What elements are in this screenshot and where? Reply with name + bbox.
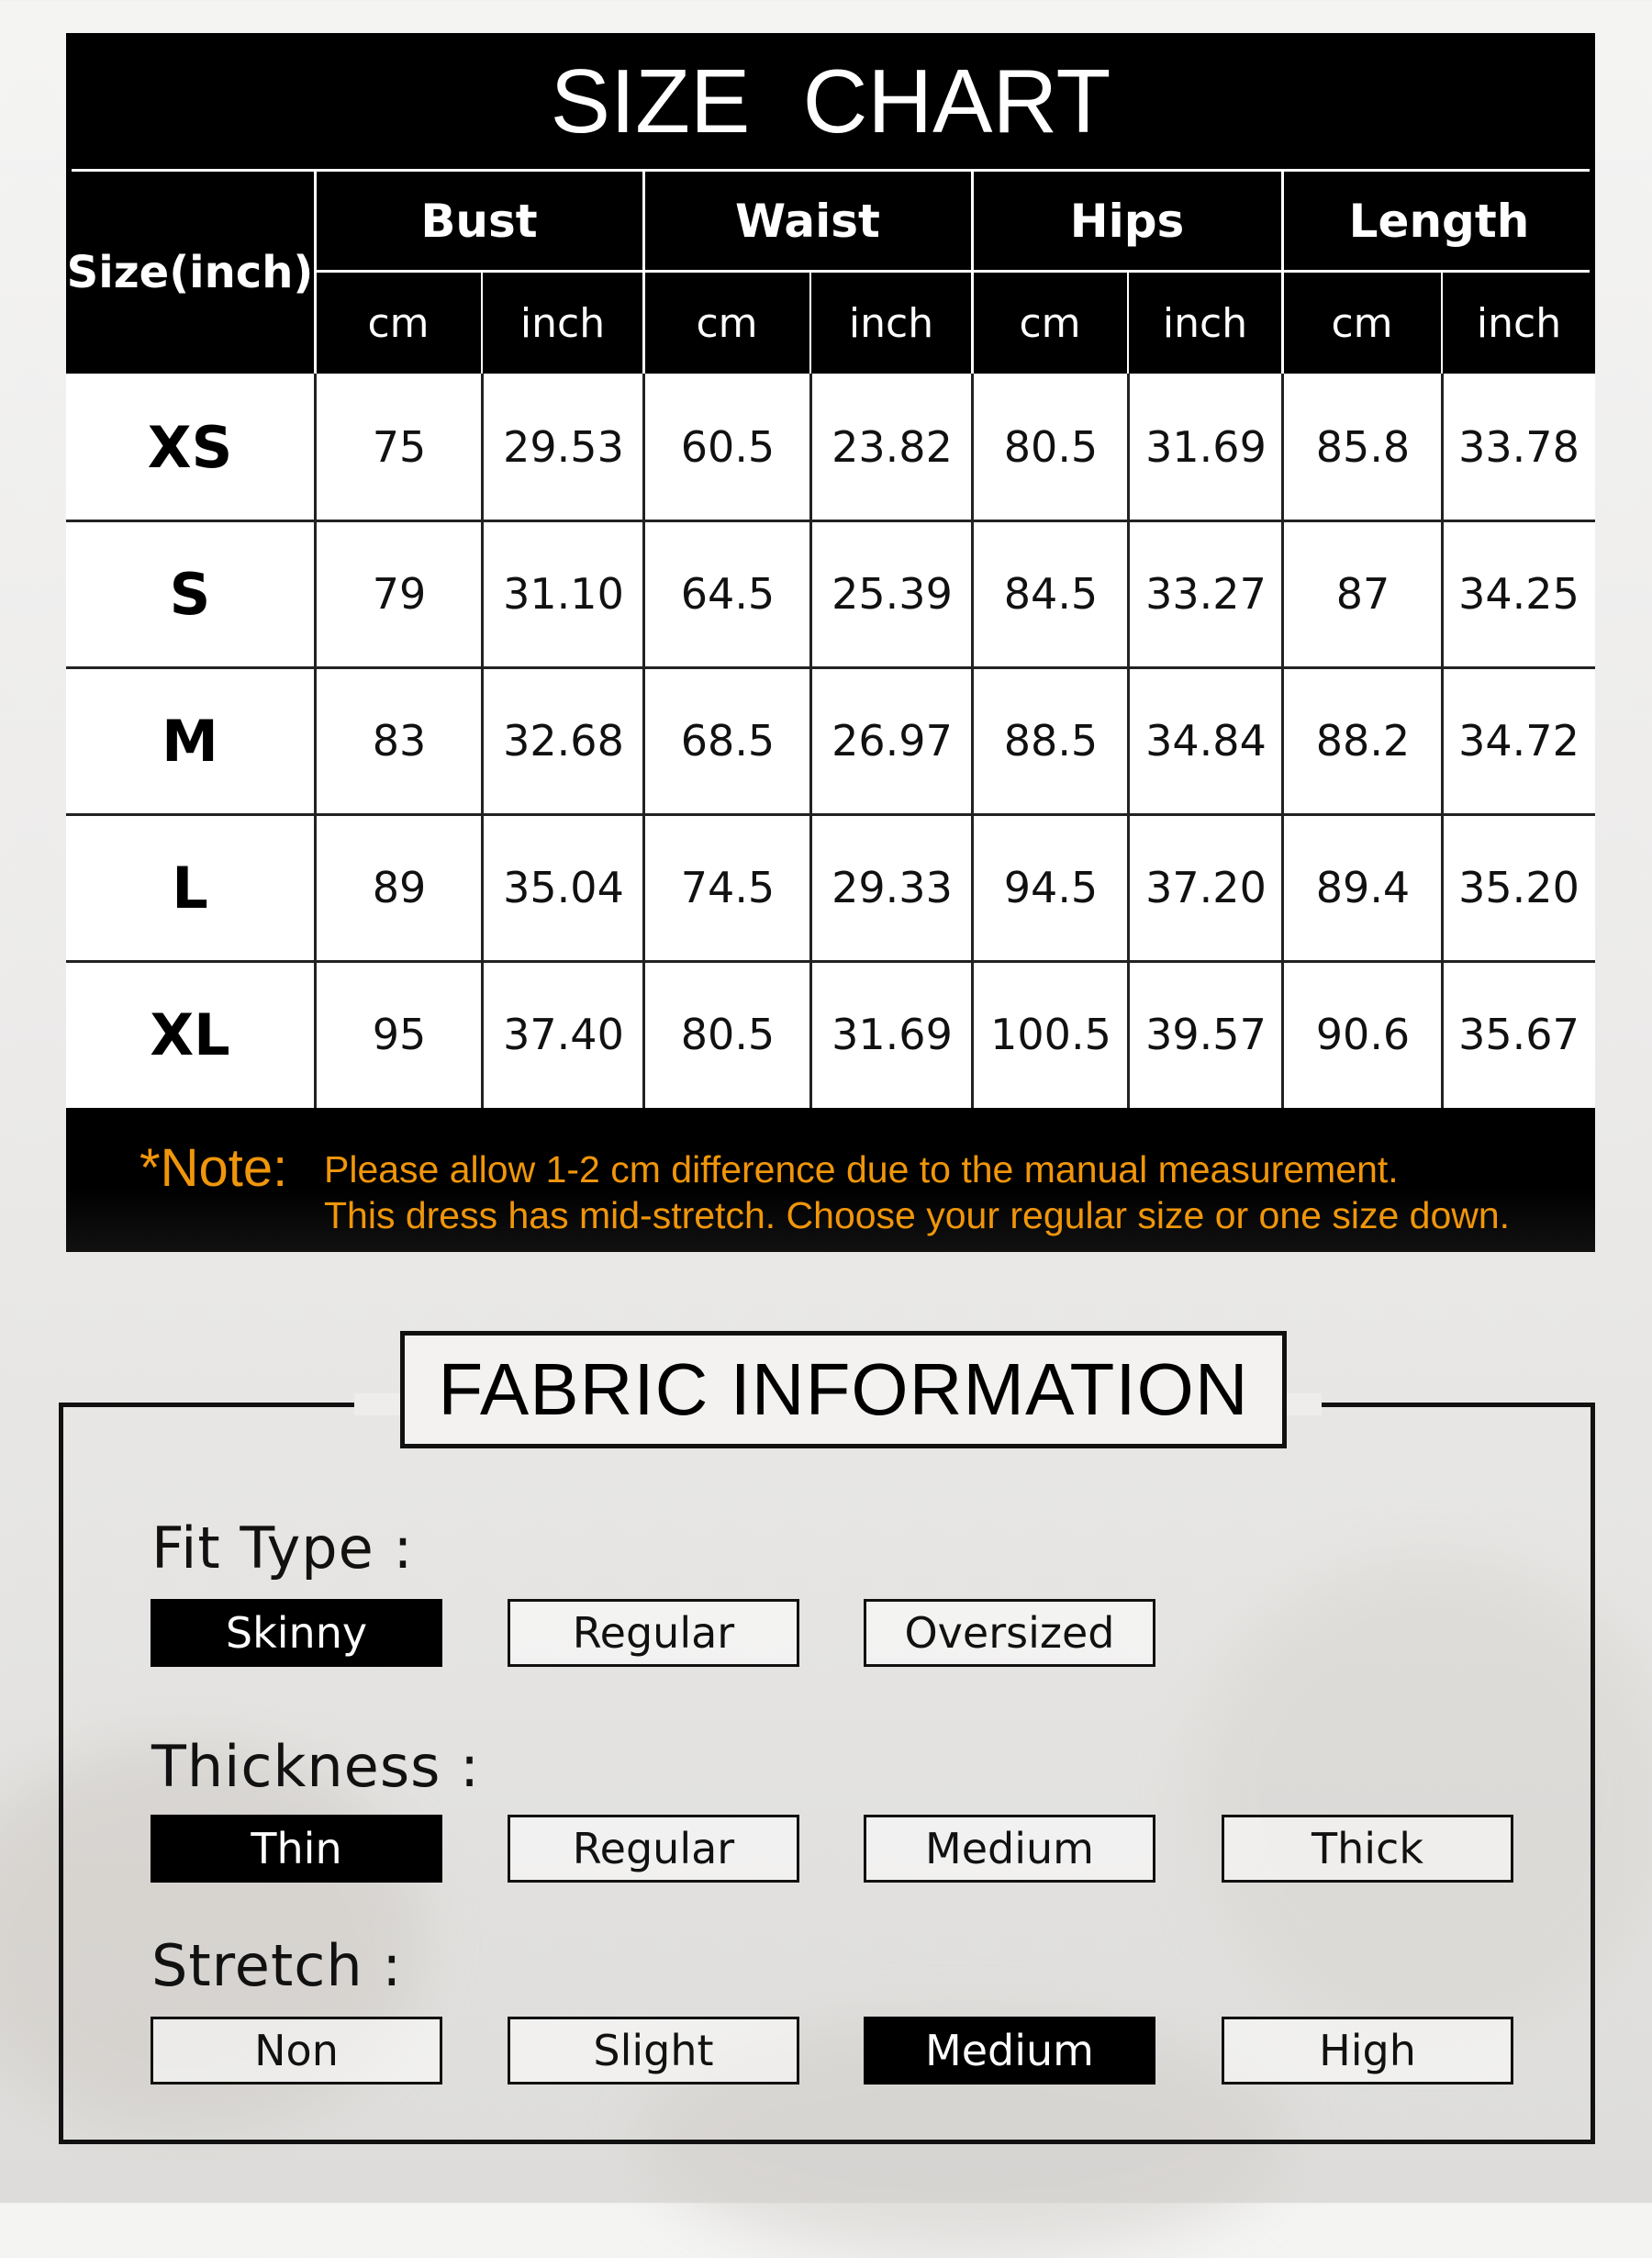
stretch-option-medium: Medium <box>864 2017 1155 2085</box>
measurement-cell: 88.5 <box>1003 716 1099 766</box>
measurement-cell: 37.20 <box>1145 863 1267 912</box>
fit-type-option-regular: Regular <box>508 1599 799 1667</box>
fit-type-option-skinny: Skinny <box>151 1599 442 1667</box>
size-chart-title: SIZE CHART <box>550 50 1111 151</box>
bust-cm-header: cm <box>367 299 430 347</box>
waist-header: Waist <box>735 195 880 248</box>
header-divider <box>642 172 645 374</box>
header-divider <box>1441 273 1443 374</box>
row-divider <box>66 666 1595 669</box>
measurement-cell: 94.5 <box>1003 863 1099 912</box>
measurement-cell: 75 <box>372 422 427 472</box>
column-divider <box>809 374 812 1108</box>
measurement-cell: 34.25 <box>1458 569 1579 619</box>
measurement-cell: 83 <box>372 716 427 766</box>
header-divider <box>314 270 1590 273</box>
measurement-cell: 29.33 <box>832 863 953 912</box>
size-table-body <box>66 374 1595 1108</box>
measurement-cell: 95 <box>372 1010 427 1059</box>
measurement-cell: 35.20 <box>1458 863 1579 912</box>
column-divider <box>481 374 484 1108</box>
size-table <box>66 172 1595 1108</box>
size-label-cell: XL <box>150 1000 230 1068</box>
measurement-cell: 64.5 <box>680 569 776 619</box>
measurement-cell: 32.68 <box>503 716 624 766</box>
waist-inch-header: inch <box>848 299 934 347</box>
size-chart <box>66 33 1595 1252</box>
header-divider <box>314 172 317 374</box>
measurement-cell: 26.97 <box>832 716 953 766</box>
length-cm-header: cm <box>1331 299 1393 347</box>
header-divider <box>1281 172 1284 374</box>
measurement-cell: 35.04 <box>503 863 624 912</box>
size-column-header: Size(inch) <box>66 247 314 298</box>
stretch-label: Stretch : <box>151 1932 403 1999</box>
measurement-cell: 100.5 <box>990 1010 1111 1059</box>
measurement-cell: 33.27 <box>1145 569 1267 619</box>
measurement-cell: 80.5 <box>680 1010 776 1059</box>
fit-type-option-oversized: Oversized <box>864 1599 1155 1667</box>
thickness-option-medium: Medium <box>864 1815 1155 1883</box>
measurement-cell: 35.67 <box>1458 1010 1579 1059</box>
measurement-cell: 74.5 <box>680 863 776 912</box>
measurement-cell: 89.4 <box>1315 863 1411 912</box>
stretch-option-slight: Slight <box>508 2017 799 2085</box>
column-divider <box>642 374 645 1108</box>
measurement-cell: 23.82 <box>832 422 953 472</box>
bust-inch-header: inch <box>519 299 606 347</box>
measurement-cell: 60.5 <box>680 422 776 472</box>
header-divider <box>1127 273 1129 374</box>
header-divider <box>481 273 483 374</box>
measurement-cell: 25.39 <box>832 569 953 619</box>
note-line: Please allow 1-2 cm difference due to the manual measurement. <box>324 1148 1399 1190</box>
measurement-cell: 84.5 <box>1003 569 1099 619</box>
row-divider <box>66 960 1595 963</box>
measurement-cell: 68.5 <box>680 716 776 766</box>
measurement-cell: 80.5 <box>1003 422 1099 472</box>
thickness-option-thick: Thick <box>1222 1815 1513 1883</box>
waist-cm-header: cm <box>696 299 758 347</box>
measurement-cell: 90.6 <box>1315 1010 1411 1059</box>
note-box <box>66 1108 1595 1252</box>
measurement-cell: 37.40 <box>503 1010 624 1059</box>
measurement-cell: 34.72 <box>1458 716 1579 766</box>
measurement-cell: 85.8 <box>1315 422 1411 472</box>
header-divider <box>809 273 811 374</box>
column-divider <box>1281 374 1284 1108</box>
measurement-cell: 79 <box>372 569 427 619</box>
stretch-option-high: High <box>1222 2017 1513 2085</box>
note-label: *Note: <box>140 1138 288 1198</box>
measurement-cell: 88.2 <box>1315 716 1411 766</box>
measurement-cell: 31.69 <box>832 1010 953 1059</box>
row-divider <box>66 813 1595 816</box>
measurement-cell: 33.78 <box>1458 422 1579 472</box>
header-divider <box>971 172 974 374</box>
hips-inch-header: inch <box>1162 299 1248 347</box>
size-label-cell: S <box>169 560 211 628</box>
note-line: This dress has mid-stretch. Choose your regular size or one size down. <box>324 1194 1511 1236</box>
measurement-cell: 39.57 <box>1145 1010 1267 1059</box>
measurement-cell: 31.69 <box>1145 422 1267 472</box>
measurement-cell: 29.53 <box>503 422 624 472</box>
column-divider <box>1441 374 1444 1108</box>
measurement-cell: 31.10 <box>503 569 624 619</box>
thickness-option-thin: Thin <box>151 1815 442 1883</box>
thickness-option-regular: Regular <box>508 1815 799 1883</box>
size-label-cell: M <box>162 707 218 775</box>
row-divider <box>66 520 1595 522</box>
stretch-option-non: Non <box>151 2017 442 2085</box>
hips-header: Hips <box>1069 195 1185 248</box>
column-divider <box>971 374 974 1108</box>
bust-header: Bust <box>420 195 538 248</box>
column-divider <box>1127 374 1130 1108</box>
length-inch-header: inch <box>1476 299 1562 347</box>
measurement-cell: 34.84 <box>1145 716 1267 766</box>
fit-type-label: Fit Type : <box>151 1515 414 1582</box>
measurement-cell: 89 <box>372 863 427 912</box>
thickness-label: Thickness : <box>151 1733 481 1800</box>
column-divider <box>314 374 317 1108</box>
measurement-cell: 87 <box>1335 569 1390 619</box>
length-header: Length <box>1348 195 1530 248</box>
size-label-cell: L <box>172 854 208 922</box>
size-label-cell: XS <box>147 413 233 481</box>
fabric-info-title: FABRIC INFORMATION <box>400 1331 1287 1448</box>
hips-cm-header: cm <box>1019 299 1081 347</box>
